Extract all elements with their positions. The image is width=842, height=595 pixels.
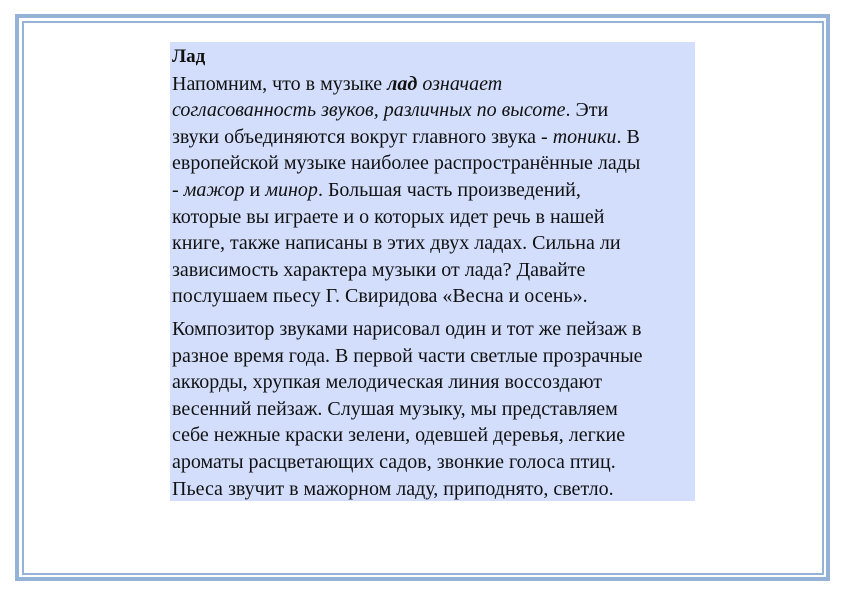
paragraph-2-line: весенний пейзаж. Слушая музыку, мы представляем xyxy=(172,397,618,420)
paragraph-2-line: разное время года. В первой части светлые прозрачные xyxy=(172,344,643,367)
paragraph-1-line xyxy=(172,71,695,98)
paragraph-1-line xyxy=(172,150,695,177)
paragraph-1-line xyxy=(172,257,695,284)
paragraph-2-line: ароматы расцветающих садов, звонкие голоса птиц. xyxy=(172,450,616,473)
text-run: - xyxy=(172,178,184,201)
text-run: . В xyxy=(616,125,640,148)
emphasized-text: мажор xyxy=(183,178,245,201)
emphasized-text: означает xyxy=(417,72,503,95)
paragraph-2-line: аккорды, хрупкая мелодическая линия воссоздают xyxy=(172,371,603,394)
paragraph-2-line: Пьеса звучит в мажорном ладу, приподнято, светло. xyxy=(172,477,614,500)
text-run: . Большая часть произведений, xyxy=(317,178,581,201)
emphasized-text: тоники xyxy=(552,125,617,148)
emphasized-text: согласованность звуков, различных по высоте xyxy=(172,99,566,122)
paragraph-1-line xyxy=(172,177,695,204)
text-run: которые вы играете и о которых идет речь в нашей xyxy=(172,205,605,228)
paragraph-1 xyxy=(172,71,695,310)
paragraph-1-line xyxy=(172,230,695,257)
paragraph-1-line xyxy=(172,97,695,124)
text-run: . Эти xyxy=(565,99,609,122)
paragraph-2-line: Композитор звуками нарисовал один и тот же пейзаж в xyxy=(172,317,642,340)
emphasized-text: лад xyxy=(387,72,418,95)
paragraph-1-line xyxy=(172,283,695,310)
paragraph-2 xyxy=(172,316,695,502)
text-block xyxy=(172,44,695,502)
text-run: и xyxy=(244,178,266,201)
emphasized-text: минор xyxy=(265,178,318,201)
paragraph-1-line xyxy=(172,124,695,151)
text-run: звуки объединяются вокруг главного звука - xyxy=(172,125,553,148)
section-title: Лад xyxy=(172,46,206,67)
text-run: европейской музыке наиболее распространённые лады xyxy=(172,152,641,175)
paragraph-1-line xyxy=(172,204,695,231)
paragraph-2-line: себе нежные краски зелени, одевшей деревья, легкие xyxy=(172,424,626,447)
text-run: послушаем пьесу Г. Свиридова «Весна и осень». xyxy=(172,285,588,308)
text-run: зависимость характера музыки от лада? Давайте xyxy=(172,258,586,281)
text-run: Напомним, что в музыке xyxy=(172,72,388,95)
text-run: книге, также написаны в этих двух ладах. Сильна ли xyxy=(172,232,621,255)
